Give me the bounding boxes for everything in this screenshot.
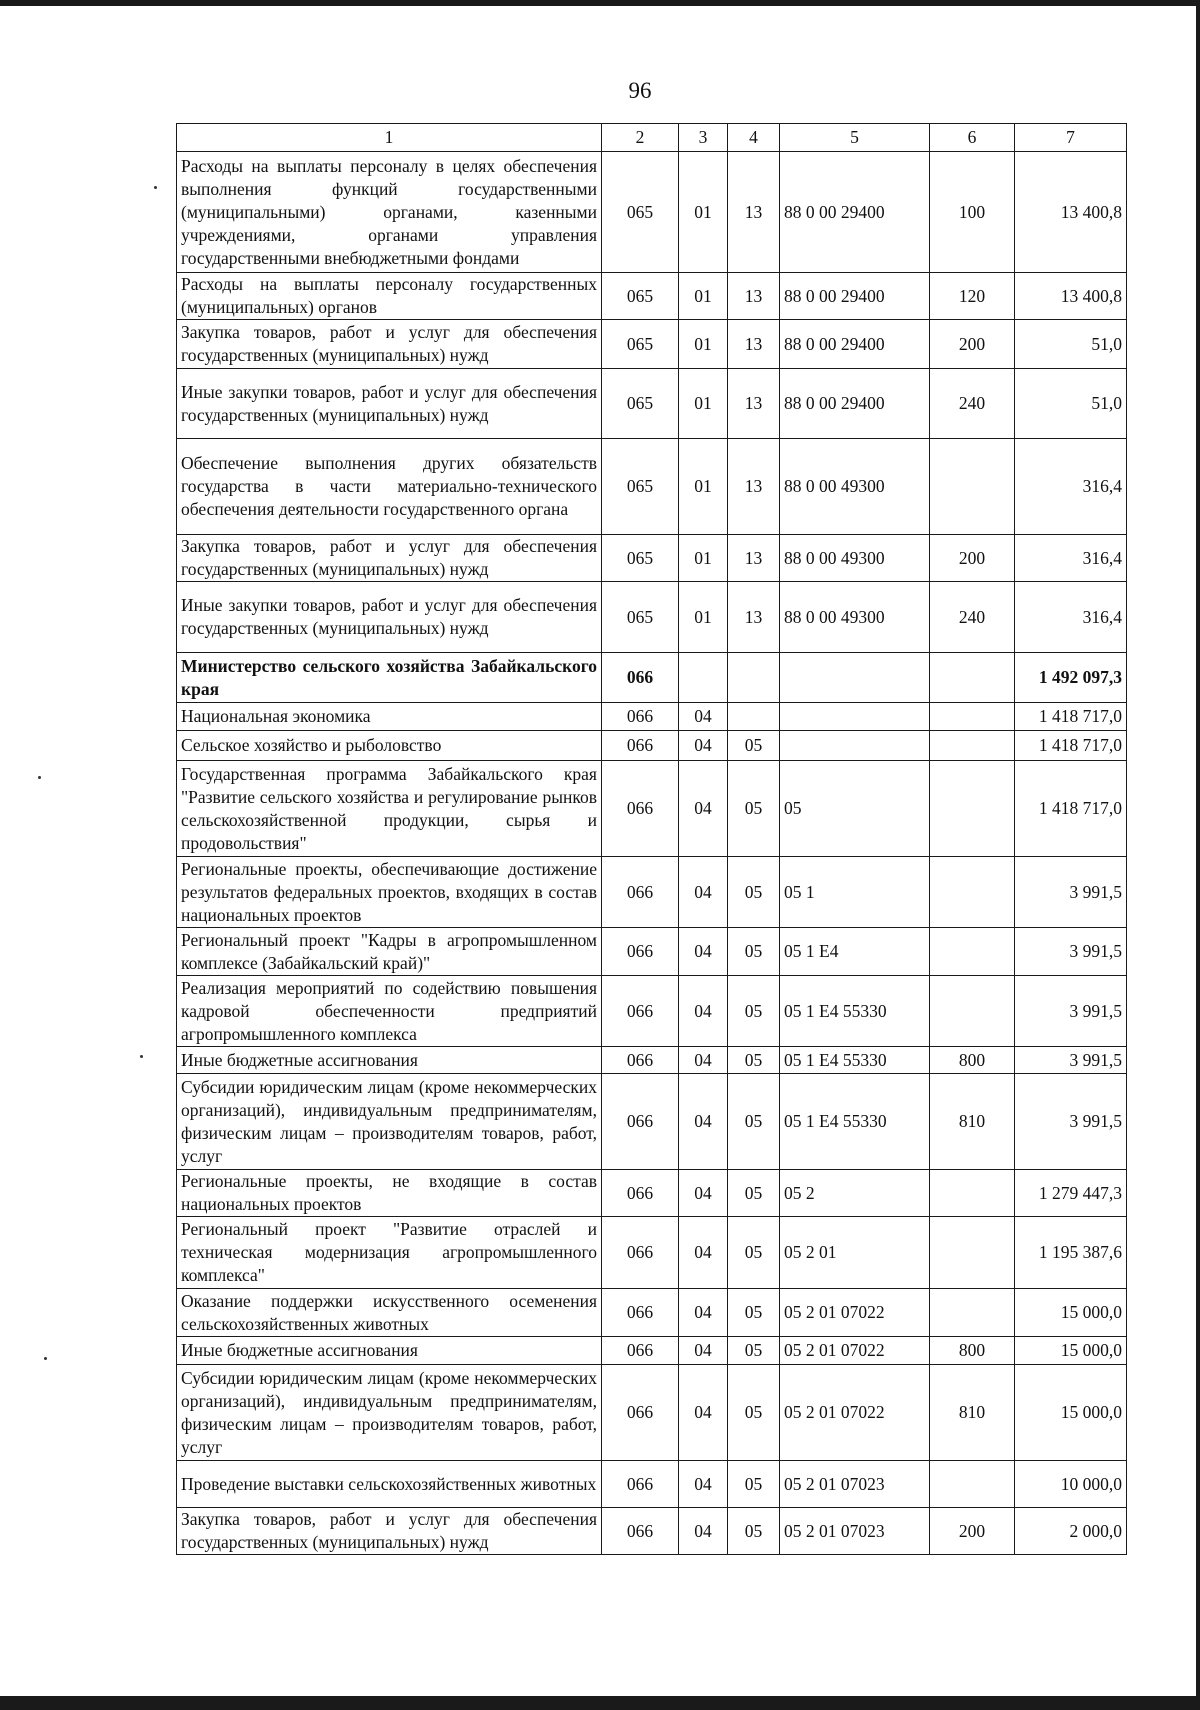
row-col6 — [930, 1289, 1015, 1337]
row-col3: 04 — [679, 1074, 728, 1170]
table-row — [177, 703, 1127, 731]
row-name: Государственная программа Забайкальского края "Развитие сельского хозяйства и регулирование рынков сельскохозяйственной продукции, сырья и продовольствия" — [177, 761, 602, 857]
budget-table — [176, 123, 1127, 1555]
row-col6 — [930, 731, 1015, 761]
row-col5 — [780, 653, 930, 703]
row-amount: 3 991,5 — [1015, 1074, 1127, 1170]
table-row — [177, 1074, 1127, 1170]
row-col5: 05 2 01 07022 — [780, 1337, 930, 1365]
row-amount: 10 000,0 — [1015, 1461, 1127, 1508]
row-col3: 04 — [679, 1508, 728, 1555]
row-col2: 066 — [602, 857, 679, 928]
row-col6: 100 — [930, 152, 1015, 273]
row-col5: 05 — [780, 761, 930, 857]
row-col3: 01 — [679, 535, 728, 582]
row-col2: 066 — [602, 731, 679, 761]
row-col3: 04 — [679, 976, 728, 1047]
table-row — [177, 1047, 1127, 1074]
row-col2: 066 — [602, 1508, 679, 1555]
row-col3: 04 — [679, 1047, 728, 1074]
row-name: Региональные проекты, не входящие в состав национальных проектов — [177, 1170, 602, 1217]
table-row — [177, 976, 1127, 1047]
scan-speck — [140, 1055, 143, 1058]
row-amount: 3 991,5 — [1015, 1047, 1127, 1074]
row-col3: 01 — [679, 320, 728, 369]
row-name: Национальная экономика — [177, 703, 602, 731]
row-name: Расходы на выплаты персоналу в целях обеспечения выполнения функций государственными (муниципальными) органами, казенными учреждениями, органами управления государственными внебюджетными фондами — [177, 152, 602, 273]
row-col4: 05 — [728, 857, 780, 928]
row-col6: 810 — [930, 1365, 1015, 1461]
row-col4: 05 — [728, 731, 780, 761]
row-amount: 316,4 — [1015, 439, 1127, 535]
row-col4: 05 — [728, 1365, 780, 1461]
table-row — [177, 535, 1127, 582]
row-col3: 01 — [679, 369, 728, 439]
row-col5: 05 2 01 07023 — [780, 1508, 930, 1555]
table-row — [177, 1461, 1127, 1508]
row-col3: 04 — [679, 1170, 728, 1217]
row-col2: 066 — [602, 703, 679, 731]
row-col3 — [679, 653, 728, 703]
row-col5: 05 1 — [780, 857, 930, 928]
row-col6 — [930, 1217, 1015, 1289]
row-amount: 316,4 — [1015, 582, 1127, 653]
row-col4: 13 — [728, 152, 780, 273]
row-col2: 066 — [602, 761, 679, 857]
row-col3: 01 — [679, 439, 728, 535]
row-col6 — [930, 703, 1015, 731]
row-col2: 066 — [602, 1337, 679, 1365]
scan-border-bottom — [0, 1696, 1200, 1710]
row-col2: 065 — [602, 535, 679, 582]
row-name: Региональный проект "Развитие отраслей и техническая модернизация агропромышленного комплекса" — [177, 1217, 602, 1289]
row-amount: 13 400,8 — [1015, 273, 1127, 320]
row-col5: 05 2 01 07022 — [780, 1289, 930, 1337]
row-col2: 066 — [602, 1461, 679, 1508]
row-col6: 200 — [930, 1508, 1015, 1555]
row-col4: 05 — [728, 1074, 780, 1170]
row-col2: 066 — [602, 1365, 679, 1461]
row-col3: 01 — [679, 582, 728, 653]
table-row — [177, 761, 1127, 857]
table-row — [177, 320, 1127, 369]
row-col6 — [930, 1461, 1015, 1508]
row-col6 — [930, 439, 1015, 535]
header-row — [177, 124, 1127, 152]
row-amount: 316,4 — [1015, 535, 1127, 582]
row-col4: 05 — [728, 1461, 780, 1508]
row-col5: 05 1 Е4 — [780, 928, 930, 976]
row-col6 — [930, 761, 1015, 857]
row-amount: 3 991,5 — [1015, 976, 1127, 1047]
table-row — [177, 1337, 1127, 1365]
row-amount: 15 000,0 — [1015, 1289, 1127, 1337]
row-col3: 01 — [679, 273, 728, 320]
table-row — [177, 857, 1127, 928]
table-row — [177, 582, 1127, 653]
table-row — [177, 1365, 1127, 1461]
row-col4: 05 — [728, 1289, 780, 1337]
row-col2: 065 — [602, 320, 679, 369]
col-header-1: 1 — [177, 124, 602, 152]
row-col4: 05 — [728, 976, 780, 1047]
row-amount: 1 418 717,0 — [1015, 703, 1127, 731]
row-col3: 04 — [679, 761, 728, 857]
row-col3: 04 — [679, 1337, 728, 1365]
row-col3: 04 — [679, 731, 728, 761]
table-row — [177, 731, 1127, 761]
scan-border-right — [1196, 0, 1200, 1710]
row-name: Оказание поддержки искусственного осеменения сельскохозяйственных животных — [177, 1289, 602, 1337]
row-col4: 13 — [728, 320, 780, 369]
row-col2: 066 — [602, 1047, 679, 1074]
row-col6: 810 — [930, 1074, 1015, 1170]
table-row-section — [177, 653, 1127, 703]
col-header-7: 7 — [1015, 124, 1127, 152]
table-row — [177, 369, 1127, 439]
row-amount: 1 492 097,3 — [1015, 653, 1127, 703]
row-name: Региональный проект "Кадры в агропромышленном комплексе (Забайкальский край)" — [177, 928, 602, 976]
row-col5: 88 0 00 29400 — [780, 152, 930, 273]
row-col4 — [728, 653, 780, 703]
row-name: Закупка товаров, работ и услуг для обеспечения государственных (муниципальных) нужд — [177, 1508, 602, 1555]
row-col2: 065 — [602, 152, 679, 273]
row-name: Сельское хозяйство и рыболовство — [177, 731, 602, 761]
row-name: Министерство сельского хозяйства Забайкальского края — [177, 653, 602, 703]
row-col2: 065 — [602, 582, 679, 653]
table-row — [177, 1508, 1127, 1555]
row-amount: 51,0 — [1015, 369, 1127, 439]
row-col6: 240 — [930, 582, 1015, 653]
row-col5: 05 2 01 07022 — [780, 1365, 930, 1461]
row-col4: 05 — [728, 1337, 780, 1365]
col-header-6: 6 — [930, 124, 1015, 152]
row-col5: 05 2 — [780, 1170, 930, 1217]
row-col2: 066 — [602, 928, 679, 976]
col-header-3: 3 — [679, 124, 728, 152]
row-col5: 88 0 00 29400 — [780, 273, 930, 320]
row-col5: 88 0 00 49300 — [780, 582, 930, 653]
row-col4: 05 — [728, 928, 780, 976]
row-col6 — [930, 928, 1015, 976]
row-name: Региональные проекты, обеспечивающие достижение результатов федеральных проектов, входящих в состав национальных проектов — [177, 857, 602, 928]
row-col5: 05 2 01 — [780, 1217, 930, 1289]
row-col5 — [780, 731, 930, 761]
col-header-5: 5 — [780, 124, 930, 152]
row-col2: 065 — [602, 439, 679, 535]
scan-speck — [44, 1357, 47, 1360]
table-row — [177, 1289, 1127, 1337]
row-col2: 066 — [602, 1217, 679, 1289]
row-col6 — [930, 1170, 1015, 1217]
row-name: Закупка товаров, работ и услуг для обеспечения государственных (муниципальных) нужд — [177, 535, 602, 582]
col-header-4: 4 — [728, 124, 780, 152]
row-name: Иные закупки товаров, работ и услуг для обеспечения государственных (муниципальных) нужд — [177, 369, 602, 439]
row-col6 — [930, 976, 1015, 1047]
row-amount: 2 000,0 — [1015, 1508, 1127, 1555]
table-row — [177, 273, 1127, 320]
row-col4 — [728, 703, 780, 731]
row-col4: 13 — [728, 369, 780, 439]
row-amount: 1 418 717,0 — [1015, 731, 1127, 761]
row-name: Субсидии юридическим лицам (кроме некоммерческих организаций), индивидуальным предпринимателям, физическим лицам – производителям товаров, работ, услуг — [177, 1365, 602, 1461]
row-col2: 065 — [602, 369, 679, 439]
row-col2: 065 — [602, 273, 679, 320]
row-amount: 13 400,8 — [1015, 152, 1127, 273]
row-name: Проведение выставки сельскохозяйственных животных — [177, 1461, 602, 1508]
row-name: Иные бюджетные ассигнования — [177, 1337, 602, 1365]
row-col3: 04 — [679, 703, 728, 731]
row-amount: 15 000,0 — [1015, 1337, 1127, 1365]
row-col5: 05 1 Е4 55330 — [780, 1074, 930, 1170]
row-amount: 15 000,0 — [1015, 1365, 1127, 1461]
table-row — [177, 1217, 1127, 1289]
row-col4: 05 — [728, 1508, 780, 1555]
row-col2: 066 — [602, 1289, 679, 1337]
page-number: 96 — [628, 78, 652, 103]
row-col6: 240 — [930, 369, 1015, 439]
row-col5: 05 1 Е4 55330 — [780, 976, 930, 1047]
table-row — [177, 439, 1127, 535]
row-col6: 800 — [930, 1047, 1015, 1074]
row-col5: 05 1 Е4 55330 — [780, 1047, 930, 1074]
row-name: Обеспечение выполнения других обязательств государства в части материально-технического обеспечения деятельности государственного органа — [177, 439, 602, 535]
row-col2: 066 — [602, 1074, 679, 1170]
row-col6 — [930, 653, 1015, 703]
row-col5: 88 0 00 29400 — [780, 369, 930, 439]
row-col4: 05 — [728, 1047, 780, 1074]
row-name: Иные бюджетные ассигнования — [177, 1047, 602, 1074]
row-name: Закупка товаров, работ и услуг для обеспечения государственных (муниципальных) нужд — [177, 320, 602, 369]
scan-speck — [154, 186, 157, 189]
row-col5: 88 0 00 49300 — [780, 535, 930, 582]
row-col3: 04 — [679, 857, 728, 928]
row-amount: 1 195 387,6 — [1015, 1217, 1127, 1289]
row-col6: 200 — [930, 535, 1015, 582]
row-col5: 05 2 01 07023 — [780, 1461, 930, 1508]
row-col4: 13 — [728, 535, 780, 582]
row-name: Реализация мероприятий по содействию повышения кадровой обеспеченности предприятий агропромышленного комплекса — [177, 976, 602, 1047]
row-col4: 13 — [728, 439, 780, 535]
row-col4: 05 — [728, 1217, 780, 1289]
table-row — [177, 152, 1127, 273]
row-col4: 05 — [728, 761, 780, 857]
row-col3: 04 — [679, 1289, 728, 1337]
row-name: Расходы на выплаты персоналу государственных (муниципальных) органов — [177, 273, 602, 320]
row-col4: 13 — [728, 273, 780, 320]
row-amount: 3 991,5 — [1015, 857, 1127, 928]
scan-speck — [38, 776, 41, 779]
row-col4: 05 — [728, 1170, 780, 1217]
row-col6: 120 — [930, 273, 1015, 320]
row-amount: 51,0 — [1015, 320, 1127, 369]
row-amount: 1 279 447,3 — [1015, 1170, 1127, 1217]
row-col6 — [930, 857, 1015, 928]
row-col3: 04 — [679, 1365, 728, 1461]
row-name: Субсидии юридическим лицам (кроме некоммерческих организаций), индивидуальным предпринимателям, физическим лицам – производителям товаров, работ, услуг — [177, 1074, 602, 1170]
table-row — [177, 1170, 1127, 1217]
col-header-2: 2 — [602, 124, 679, 152]
row-col3: 01 — [679, 152, 728, 273]
row-col5 — [780, 703, 930, 731]
row-col5: 88 0 00 29400 — [780, 320, 930, 369]
row-col3: 04 — [679, 928, 728, 976]
scan-border-top — [0, 0, 1200, 6]
row-col2: 066 — [602, 1170, 679, 1217]
row-col5: 88 0 00 49300 — [780, 439, 930, 535]
row-col3: 04 — [679, 1461, 728, 1508]
row-col2: 066 — [602, 653, 679, 703]
row-col4: 13 — [728, 582, 780, 653]
row-name: Иные закупки товаров, работ и услуг для обеспечения государственных (муниципальных) нужд — [177, 582, 602, 653]
row-col6: 800 — [930, 1337, 1015, 1365]
row-amount: 3 991,5 — [1015, 928, 1127, 976]
table-row — [177, 928, 1127, 976]
row-col3: 04 — [679, 1217, 728, 1289]
row-col2: 066 — [602, 976, 679, 1047]
row-col6: 200 — [930, 320, 1015, 369]
row-amount: 1 418 717,0 — [1015, 761, 1127, 857]
